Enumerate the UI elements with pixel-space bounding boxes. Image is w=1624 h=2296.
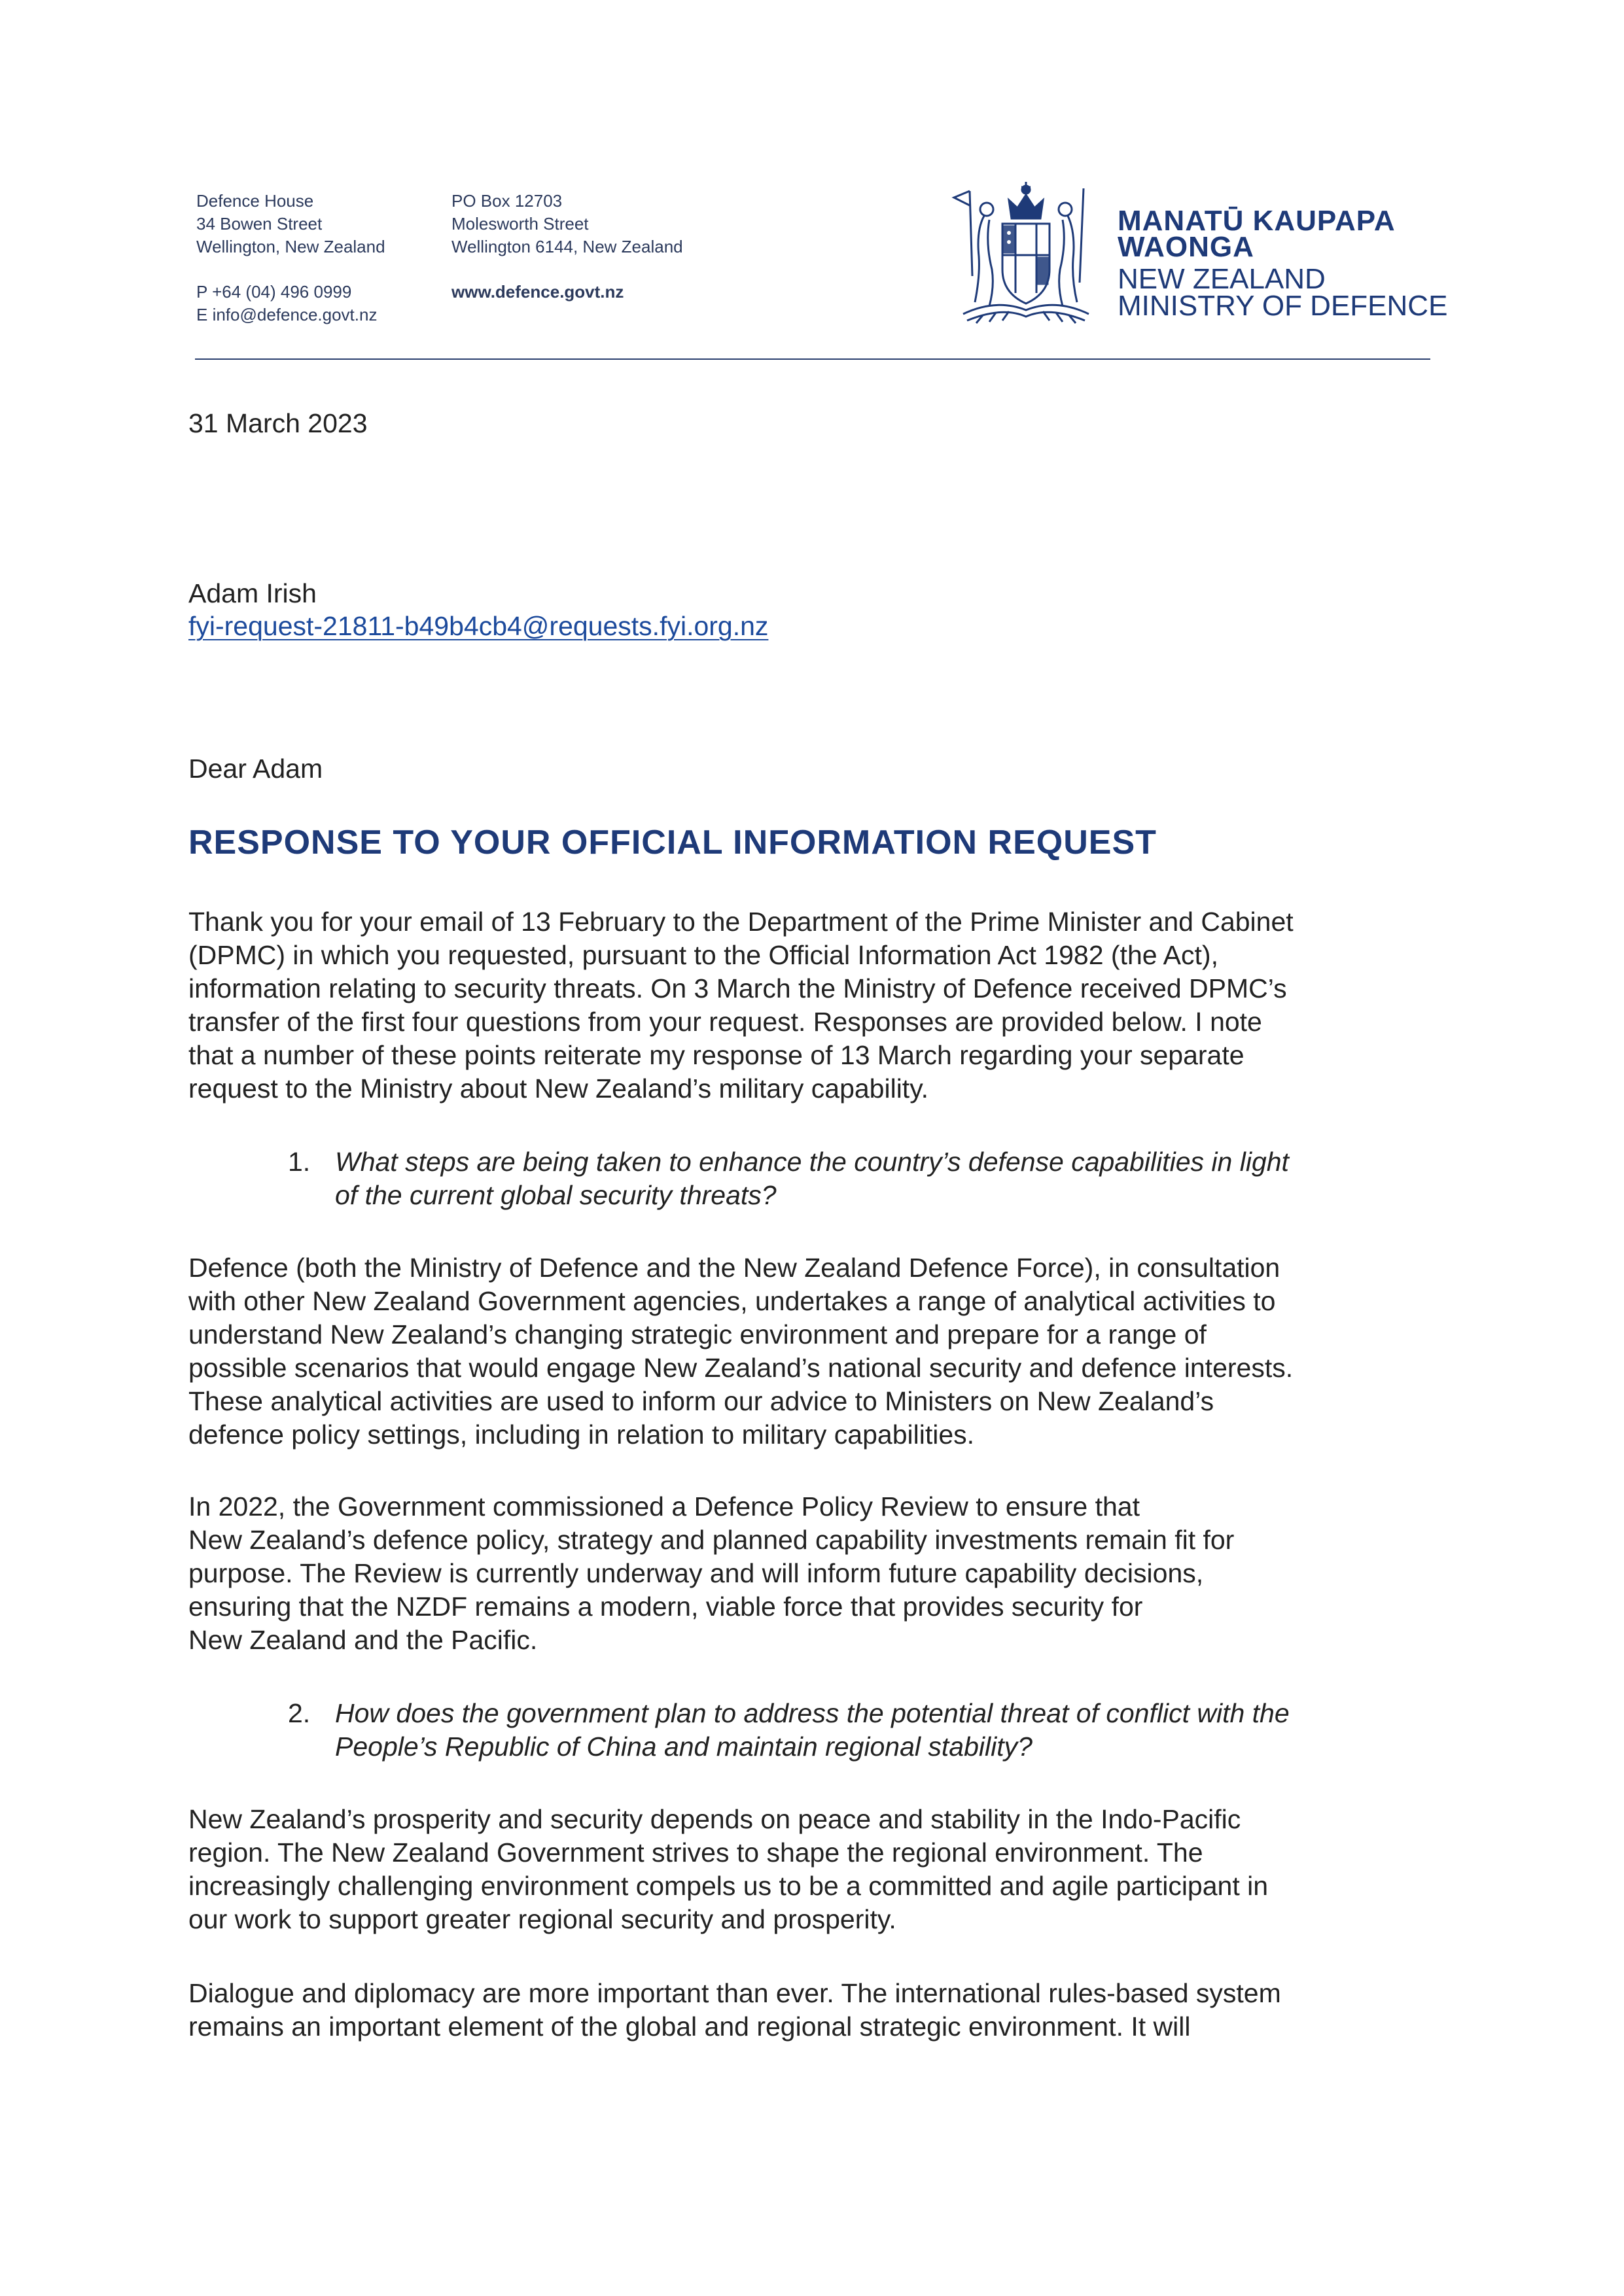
- question-item: [288, 1145, 1289, 1212]
- paragraph-line: request to the Ministry about New Zealand’s military capability.: [188, 1073, 929, 1104]
- letter-date: 31 March 2023: [188, 408, 368, 438]
- letterhead-postal-column: [451, 190, 683, 304]
- postal-line: Wellington 6144, New Zealand: [451, 237, 683, 256]
- salutation: Dear Adam: [188, 754, 323, 784]
- website-link: www.defence.govt.nz: [451, 282, 624, 302]
- letter-heading: RESPONSE TO YOUR OFFICIAL INFORMATION REQUEST: [188, 824, 1157, 861]
- paragraph-line: remains an important element of the global and regional strategic environment. It will: [188, 2011, 1191, 2042]
- question-line: What steps are being taken to enhance the country’s defense capabilities in light: [335, 1147, 1289, 1177]
- paragraph-line: that a number of these points reiterate my response of 13 March regarding your separate: [188, 1040, 1244, 1070]
- ministry-name-block: [1118, 205, 1448, 322]
- phone-number: P +64 (04) 496 0999: [196, 282, 352, 302]
- question-item: [288, 1697, 1290, 1764]
- body-paragraph: [188, 905, 1445, 1105]
- paragraph-line: Dialogue and diplomacy are more important than ever. The international rules-based system: [188, 1978, 1281, 2008]
- paragraph-line: purpose. The Review is currently underway and will inform future capability decisions,: [188, 1558, 1204, 1588]
- paragraph-line: These analytical activities are used to inform our advice to Ministers on New Zealand’s: [188, 1386, 1214, 1416]
- address-line: Defence House: [196, 191, 314, 211]
- address-line: 34 Bowen Street: [196, 214, 323, 234]
- postal-line: Molesworth Street: [451, 214, 589, 234]
- paragraph-line: New Zealand’s prosperity and security depends on peace and stability in the Indo-Pacific: [188, 1804, 1241, 1834]
- address-line: Wellington, New Zealand: [196, 237, 385, 256]
- ministry-maori-name: MANATŪ KAUPAPA: [1118, 205, 1396, 237]
- question-line: How does the government plan to address the potential threat of conflict with the: [335, 1698, 1290, 1728]
- nz-coat-of-arms-icon: [944, 178, 1108, 330]
- postal-line: PO Box 12703: [451, 191, 563, 211]
- paragraph-line: Defence (both the Ministry of Defence and the New Zealand Defence Force), in consultation: [188, 1253, 1280, 1283]
- recipient-email-link[interactable]: fyi-request-21811-b49b4cb4@requests.fyi.org.nz: [188, 611, 769, 641]
- recipient-name: Adam Irish: [188, 578, 317, 608]
- paragraph-line: information relating to security threats. On 3 March the Ministry of Defence received DPMC’s: [188, 973, 1287, 1003]
- paragraph-line: New Zealand and the Pacific.: [188, 1625, 538, 1655]
- paragraph-line: understand New Zealand’s changing strategic environment and prepare for a range of: [188, 1319, 1207, 1349]
- question-number: 1.: [288, 1147, 311, 1177]
- body-paragraph: [188, 1251, 1445, 1452]
- paragraph-line: defence policy settings, including in relation to military capabilities.: [188, 1419, 975, 1450]
- body-paragraph: [188, 1803, 1445, 1936]
- paragraph-line: Thank you for your email of 13 February to the Department of the Prime Minister and Cabinet: [188, 907, 1294, 937]
- ministry-english-name: MINISTRY OF DEFENCE: [1118, 290, 1448, 322]
- ministry-english-name: NEW ZEALAND: [1118, 263, 1326, 295]
- paragraph-line: possible scenarios that would engage New Zealand’s national security and defence interests.: [188, 1353, 1294, 1383]
- paragraph-line: New Zealand’s defence policy, strategy and planned capability investments remain fit for: [188, 1525, 1235, 1555]
- letterhead-divider: [195, 358, 1430, 360]
- question-line: People’s Republic of China and maintain regional stability?: [335, 1731, 1033, 1762]
- letterhead-address-column: [196, 190, 385, 326]
- paragraph-line: transfer of the first four questions from your request. Responses are provided below. I note: [188, 1007, 1262, 1037]
- paragraph-line: region. The New Zealand Government strives to shape the regional environment. The: [188, 1837, 1203, 1868]
- paragraph-line: ensuring that the NZDF remains a modern, viable force that provides security for: [188, 1592, 1143, 1622]
- paragraph-line: In 2022, the Government commissioned a Defence Policy Review to ensure that: [188, 1491, 1140, 1522]
- paragraph-line: (DPMC) in which you requested, pursuant to the Official Information Act 1982 (the Act),: [188, 940, 1218, 970]
- body-paragraph: [188, 1977, 1445, 2044]
- body-paragraph: [188, 1490, 1445, 1657]
- question-number: 2.: [288, 1698, 311, 1728]
- paragraph-line: our work to support greater regional security and prosperity.: [188, 1904, 896, 1934]
- paragraph-line: with other New Zealand Government agencies, undertakes a range of analytical activities to: [188, 1286, 1276, 1316]
- ministry-maori-name: WAONGA: [1118, 231, 1254, 263]
- paragraph-line: increasingly challenging environment compels us to be a committed and agile participant in: [188, 1871, 1269, 1901]
- question-line: of the current global security threats?: [335, 1180, 777, 1210]
- contact-email: E info@defence.govt.nz: [196, 305, 378, 324]
